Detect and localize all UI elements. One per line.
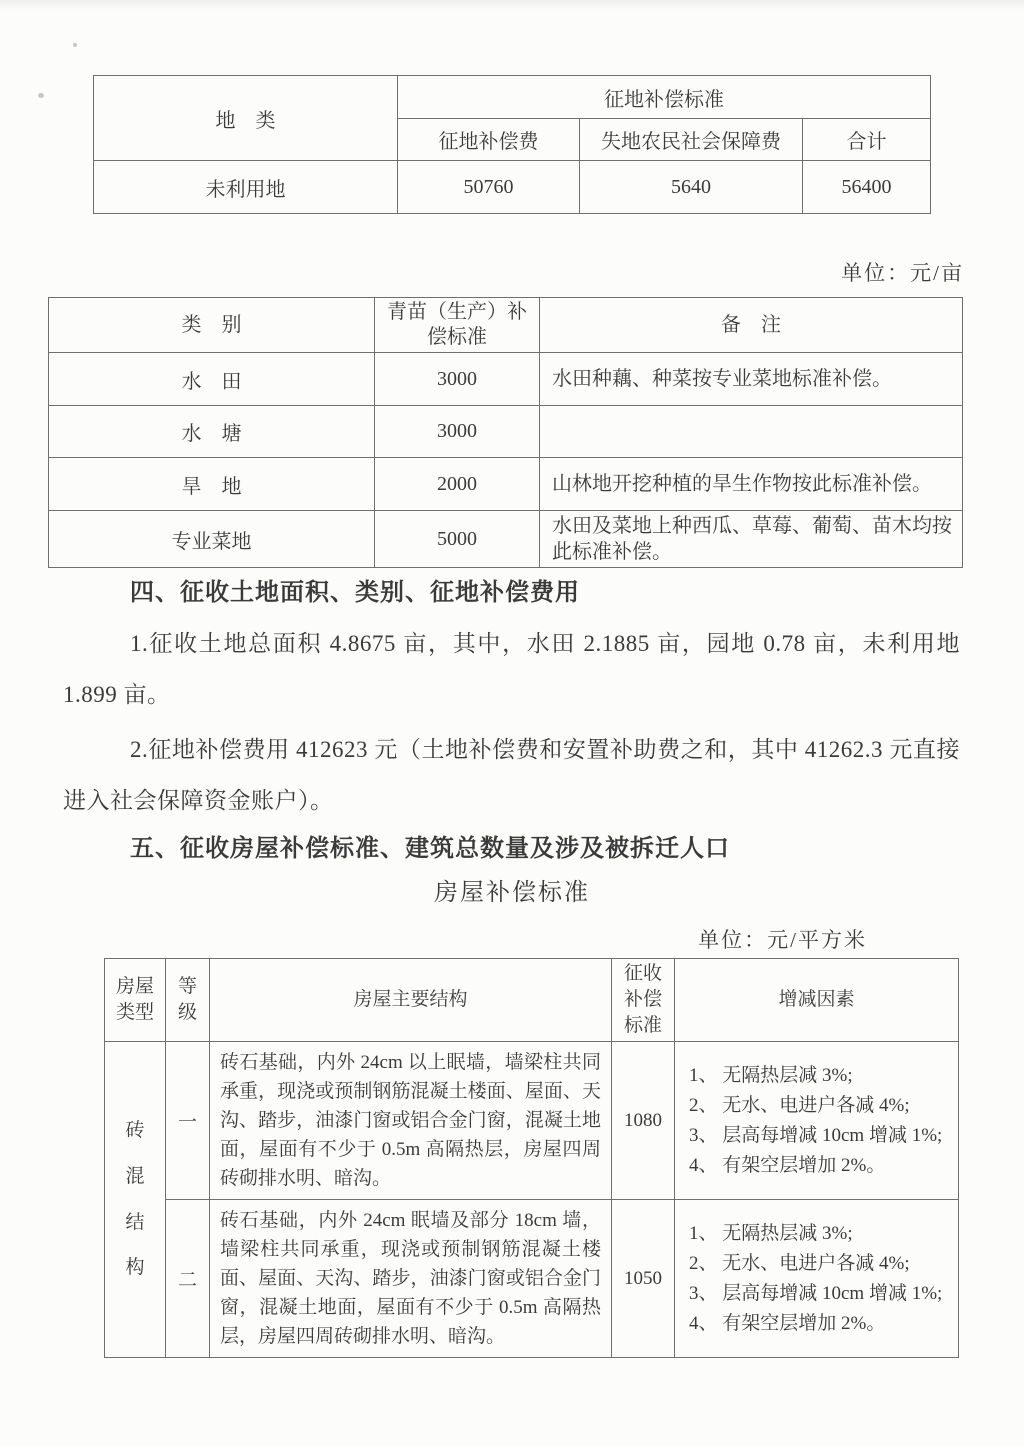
- compensation-standard-group-header: 征地补偿标准: [398, 76, 931, 119]
- section-4-paragraph-2: 2.征地补偿费用 412623 元（土地补偿费和安置补助费之和，其中 41262.3 元直接进入社会保障资金账户）。: [63, 737, 960, 813]
- grade-cell: 一: [166, 1042, 210, 1200]
- land-type-header: 地 类: [94, 76, 398, 161]
- section-4-paragraph-1: 1.征收土地总面积 4.8675 亩，其中，水田 2.1885 亩，园地 0.78 亩，未利用地 1.899 亩。: [63, 631, 960, 707]
- standard-cell: 3000: [375, 406, 540, 458]
- grade-cell: 二: [166, 1200, 210, 1358]
- standard-cell: 1080: [612, 1042, 675, 1200]
- unit-label-yuan-per-sqm: 单位：元/平方米: [698, 928, 867, 952]
- table-row: [49, 406, 963, 458]
- remark-cell: [540, 406, 963, 458]
- factor-item: 2、 无水、电进户各减 4%;: [689, 1252, 910, 1274]
- structure-cell: 砖石基础，内外 24cm 以上眠墙，墙梁柱共同承重，现浇或预制钢筋混凝土楼面、屋面、天沟、踏步，油漆门窗或铝合金门窗，混凝土地面，屋面有不少于 0.5m 高隔热层，房屋四周砖砌排水明、暗沟。: [210, 1042, 612, 1200]
- crop-standard-header: 青苗（生产）补偿标准: [375, 298, 540, 353]
- table-row: [105, 1042, 959, 1200]
- factor-item: 4、 有架空层增加 2%。: [689, 1154, 886, 1176]
- table-row: [49, 458, 963, 511]
- scan-speck: [73, 43, 77, 47]
- table-row: [49, 511, 963, 568]
- compensation-fee-cell: 50760: [398, 161, 580, 214]
- standard-cell: 2000: [375, 458, 540, 511]
- section-5-heading: 五、征收房屋补偿标准、建筑总数量及涉及被拆迁人口: [130, 836, 730, 862]
- total-header: 合计: [803, 119, 931, 161]
- table-row: [94, 161, 931, 214]
- structure-header: 房屋主要结构: [210, 959, 612, 1042]
- factor-item: 3、 层高每增减 10cm 增减 1%;: [689, 1124, 943, 1146]
- house-compensation-subtitle: 房屋补偿标准: [434, 880, 590, 906]
- grade-header: 等级: [166, 959, 210, 1042]
- standard-cell: 5000: [375, 511, 540, 568]
- table-row: [49, 353, 963, 406]
- crop-compensation-table: [48, 297, 963, 568]
- scan-speck: [38, 93, 44, 98]
- social-security-header: 失地农民社会保障费: [580, 119, 803, 161]
- category-cell: 旱 地: [49, 458, 375, 511]
- factor-item: 2、 无水、电进户各减 4%;: [689, 1094, 910, 1116]
- category-cell: 水 田: [49, 353, 375, 406]
- standard-cell: 3000: [375, 353, 540, 406]
- remark-cell: 水田种藕、种菜按专业菜地标准补偿。: [540, 353, 963, 406]
- factors-cell: [675, 1200, 959, 1358]
- factor-item: 1、 无隔热层减 3%;: [689, 1064, 853, 1086]
- total-cell: 56400: [803, 161, 931, 214]
- compensation-fee-header: 征地补偿费: [398, 119, 580, 161]
- standard-cell: 1050: [612, 1200, 675, 1358]
- table-row: [105, 1200, 959, 1358]
- factors-header: 增减因素: [675, 959, 959, 1042]
- unit-label-yuan-per-mu: 单位：元/亩: [841, 261, 964, 285]
- house-compensation-table: [104, 958, 959, 1358]
- table-row: [49, 298, 963, 353]
- remark-header: 备 注: [540, 298, 963, 353]
- land-compensation-table: [93, 75, 931, 214]
- house-type-cell: 砖混结构: [105, 1042, 166, 1358]
- factors-cell: [675, 1042, 959, 1200]
- standard-header: 征收补偿标准: [612, 959, 675, 1042]
- section-4-heading: 四、征收土地面积、类别、征地补偿费用: [130, 580, 580, 606]
- factor-item: 4、 有架空层增加 2%。: [689, 1312, 886, 1334]
- remark-cell: 水田及菜地上种西瓜、草莓、葡萄、苗木均按此标准补偿。: [540, 511, 963, 568]
- category-cell: 水 塘: [49, 406, 375, 458]
- land-type-cell: 未利用地: [94, 161, 398, 214]
- factor-item: 1、 无隔热层减 3%;: [689, 1222, 853, 1244]
- house-type-header: 房屋类型: [105, 959, 166, 1042]
- social-security-cell: 5640: [580, 161, 803, 214]
- structure-cell: 砖石基础，内外 24cm 眠墙及部分 18cm 墙，墙梁柱共同承重，现浇或预制钢筋混凝土楼面、屋面、天沟、踏步，油漆门窗或铝合金门窗，混凝土地面，屋面有不少于 0.5m 高隔热层，房屋四周砖砌排水明、暗沟。: [210, 1200, 612, 1358]
- category-header: 类 别: [49, 298, 375, 353]
- category-cell: 专业菜地: [49, 511, 375, 568]
- factor-item: 3、 层高每增减 10cm 增减 1%;: [689, 1282, 943, 1304]
- table-row: [105, 959, 959, 1042]
- table-row: [94, 76, 931, 119]
- remark-cell: 山林地开挖种植的旱生作物按此标准补偿。: [540, 458, 963, 511]
